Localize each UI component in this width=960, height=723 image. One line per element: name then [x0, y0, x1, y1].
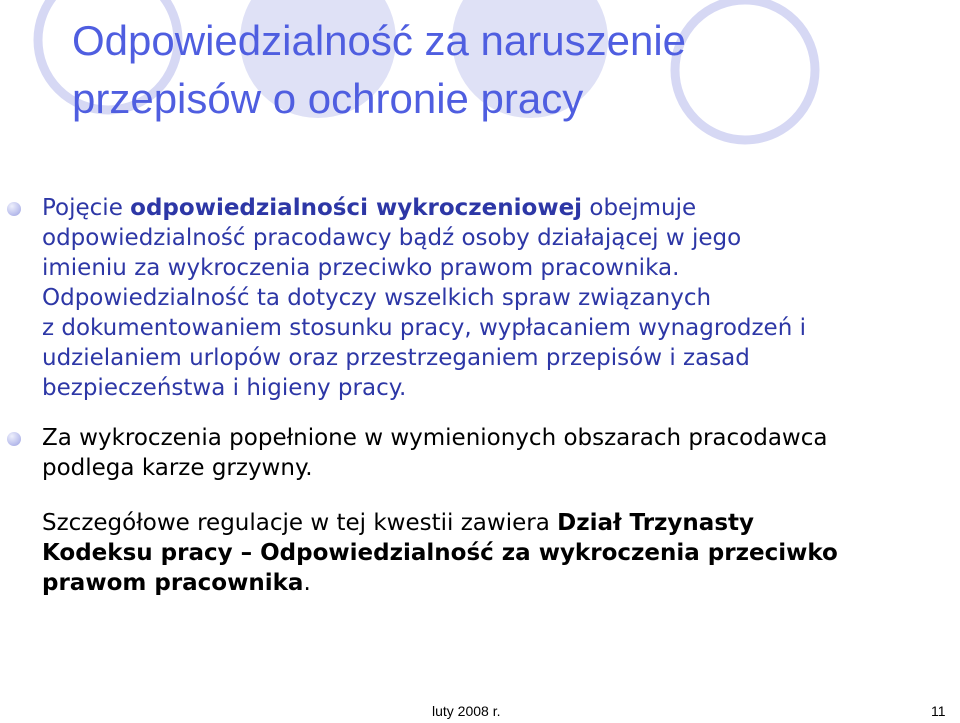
paragraph-1-line-3: imieniu za wykroczenia przeciwko prawom pracownika.	[42, 255, 680, 281]
paragraph-2-line-1: Za wykroczenia popełnione w wymienionych obszarach pracodawca	[42, 425, 828, 451]
bullet-icon	[7, 202, 21, 216]
paragraph-1-line-4: Odpowiedzialność ta dotyczy wszelkich spraw związanych	[42, 285, 712, 311]
paragraph-2	[42, 423, 947, 483]
paragraph-1	[42, 193, 947, 403]
paragraph-3-line-2: Kodeksu pracy – Odpowiedzialność za wykroczenia przeciwko	[42, 540, 838, 566]
paragraph-3	[42, 508, 947, 598]
slide-number: 11	[931, 703, 946, 719]
paragraph-3-line-3: prawom pracownika.	[42, 570, 311, 596]
paragraph-1-line-1: Pojęcie odpowiedzialności wykroczeniowej obejmuje	[42, 195, 697, 221]
paragraph-1-line-2: odpowiedzialność pracodawcy bądź osoby działającej w jego	[42, 225, 742, 251]
footer-date: luty 2008 r.	[432, 703, 501, 719]
slide-title-line-2: przepisów o ochronie pracy	[72, 75, 584, 122]
paragraph-3-line-1: Szczegółowe regulacje w tej kwestii zawiera Dział Trzynasty	[42, 510, 754, 536]
paragraph-1-line-6: udzielaniem urlopów oraz przestrzeganiem przepisów i zasad	[42, 345, 750, 371]
slide-title-line-1: Odpowiedzialność za naruszenie	[72, 17, 687, 64]
term-odpowiedzialnosc-wykroczeniowa: odpowiedzialności wykroczeniowej	[130, 195, 583, 221]
code-section-reference: Dział Trzynasty	[557, 510, 754, 536]
bullet-icon	[7, 432, 21, 446]
slide-body	[42, 193, 947, 598]
paragraph-1-line-5: z dokumentowaniem stosunku pracy, wypłacaniem wynagrodzeń i	[42, 315, 806, 341]
paragraph-1-line-7: bezpieczeństwa i higieny pracy.	[42, 375, 407, 401]
paragraph-2-line-2: podlega karze grzywny.	[42, 455, 313, 481]
slide-title	[72, 12, 932, 128]
